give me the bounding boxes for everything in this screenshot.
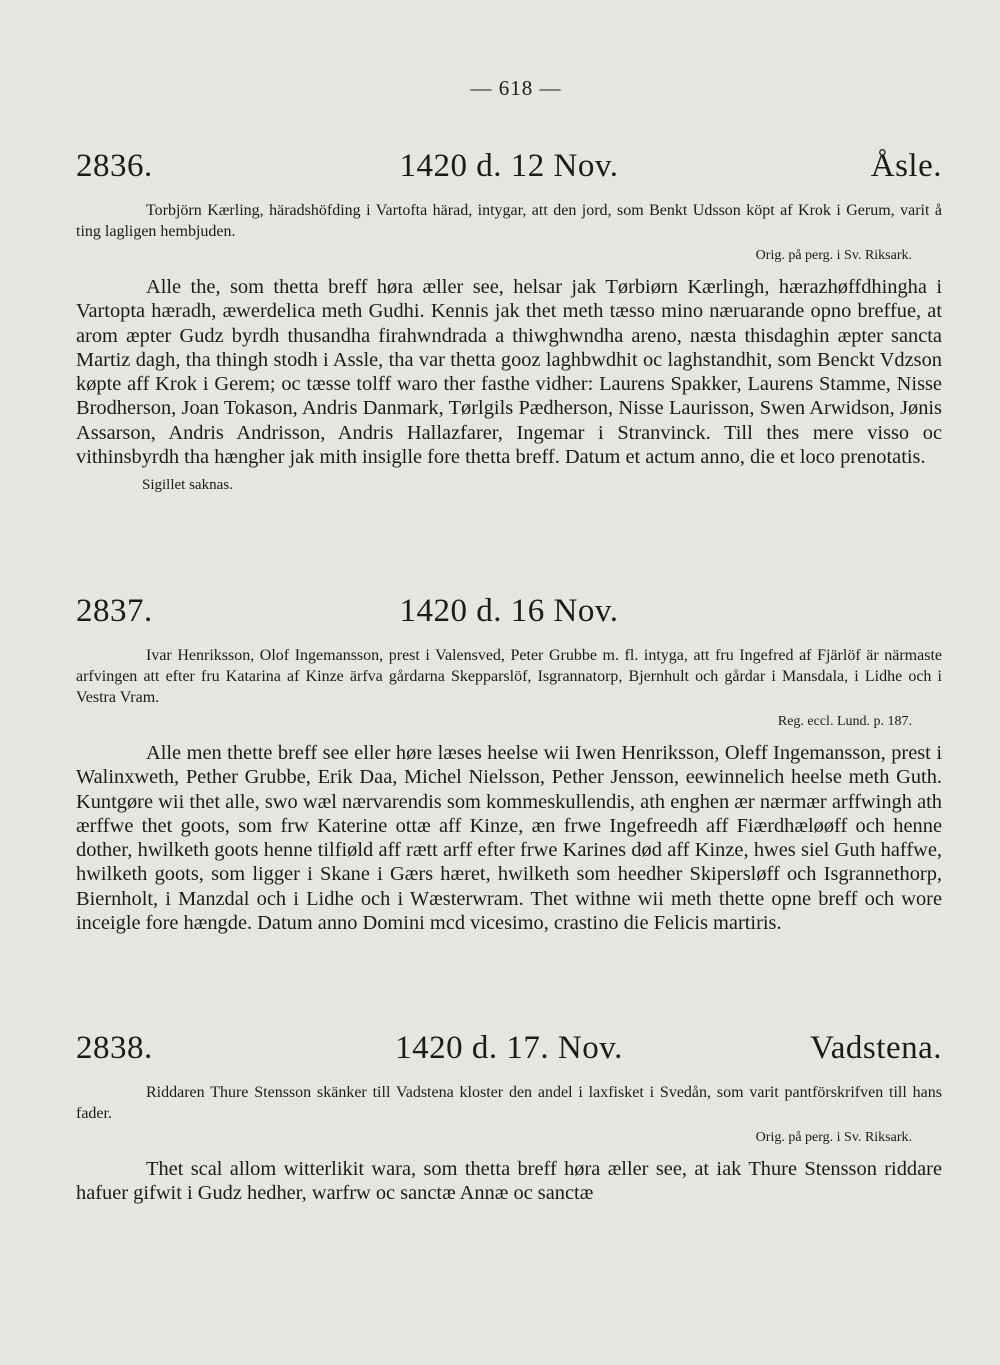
entry-header [76, 144, 942, 188]
entry-place: Åsle. [870, 148, 942, 184]
entry-summary: Ivar Henriksson, Olof Ingemansson, prest i Valensved, Peter Grubbe m. fl. intyga, att fru Ingefred af Fjärlöf är närmaste arfvingen att efter fru Katarina af Kinze ärfva gårdarna Skepparslöf, Isgrannatorp, Bjernhult och gårdar i Mansdala, i Lidhe och i Vestra Vram. [76, 647, 942, 706]
entry-date: 1420 d. 12 Nov. [399, 148, 619, 184]
entry-body: Thet scal allom witterlikit wara, som thetta breff høra æller see, at iak Thure Stensson riddare hafuer gifwit i Gudz hedher, warfrw oc sanctæ Annæ oc sanctæ [76, 1158, 942, 1205]
entry-2838 [76, 1026, 942, 1206]
entry-place: Vadstena. [810, 1030, 942, 1066]
entry-date: 1420 d. 17. Nov. [395, 1030, 623, 1066]
entry-number: 2838. [76, 1030, 153, 1066]
entry-summary: Riddaren Thure Stensson skänker till Vadstena kloster den andel i laxfisket i Svedån, som varit pantförskrifven till hans fader. [76, 1084, 942, 1122]
entry-2837 [76, 589, 942, 935]
entry-number: 2837. [76, 593, 153, 629]
page-number: — 618 — [470, 76, 562, 100]
entry-header [76, 589, 942, 633]
entry-header [76, 1026, 942, 1070]
entry-number: 2836. [76, 148, 153, 184]
entry-source: Reg. eccl. Lund. p. 187. [777, 714, 912, 729]
entry-date: 1420 d. 16 Nov. [399, 593, 619, 629]
entry-2836 [76, 144, 942, 496]
entry-source: Orig. på perg. i Sv. Riksark. [755, 1130, 912, 1145]
entry-body: Alle men thette breff see eller høre læses heelse wii Iwen Henriksson, Oleff Ingemansson, prest i Walinxweth, Pether Grubbe, Erik Daa, Michel Nielsson, Pether Jensson, eewinnelich heelse meth Guth. Kuntgøre wii thet alle, swo wæl nærvarendis som kommeskullendis, ath enghen ær nærmær arffwingh ath ærffwe thet goots, som frw Katerine ottæ aff Kinze, æn frwe Ingefreedh aff Fiærdhæløøff och henne dother, hwilketh goots henne tilfiøld aff rætt arff efter frwe Karines død aff Kinze, hwes siel Guth haffwe, hwilketh goots, som ligger i Skane i Gærs hæret, hwilketh som heedher Skipersløff och Isgrannethorp, Biernholt, i Manzdal och i Lidhe och i Wæsterwram. Thet withne wii meth thette opne breff och wore inceigle fore hængde. Datum anno Domini mcd vicesimo, crastino die Felicis martiris. [76, 742, 942, 935]
entry-source: Orig. på perg. i Sv. Riksark. [755, 248, 912, 263]
entry-summary: Torbjörn Kærling, häradshöfding i Vartofta härad, intygar, att den jord, som Benkt Udsson köpt af Krok i Gerum, varit å ting lagligen hembjuden. [76, 202, 942, 240]
entry-note: Sigillet saknas. [142, 477, 233, 494]
entry-body: Alle the, som thetta breff høra æller see, helsar jak Tørbiørn Kærlingh, hærazhøffdhingha i Vartopta hæradh, æwerdelica meth Gudhi. Kennis jak thet meth tæsso mino næruarande opno breffue, at arom æpter Gudz byrdh thusandha firahwndrada a thiwghwndha areno, næsta thisdaghin æpter sancta Martiz dagh, tha thingh stodh i Assle, tha var thetta gooz laghbwdhit oc laghstandhit, som Benckt Vdzson køpte aff Krok i Gerem; oc tæsse tolff waro ther fasthe vidher: Laurens Spakker, Laurens Stamme, Nisse Brodherson, Joan Tokason, Andris Danmark, Tørlgils Pædherson, Nisse Laurisson, Swen Arwidson, Jønis Assarson, Andris Andrisson, Andris Hallazfarer, Ingemar i Stranvinck. Till thes mere visso oc vithinsbyrdh tha hængher jak mith insiglle fore thetta breff. Datum et actum anno, die et loco prenotatis. [76, 276, 942, 469]
